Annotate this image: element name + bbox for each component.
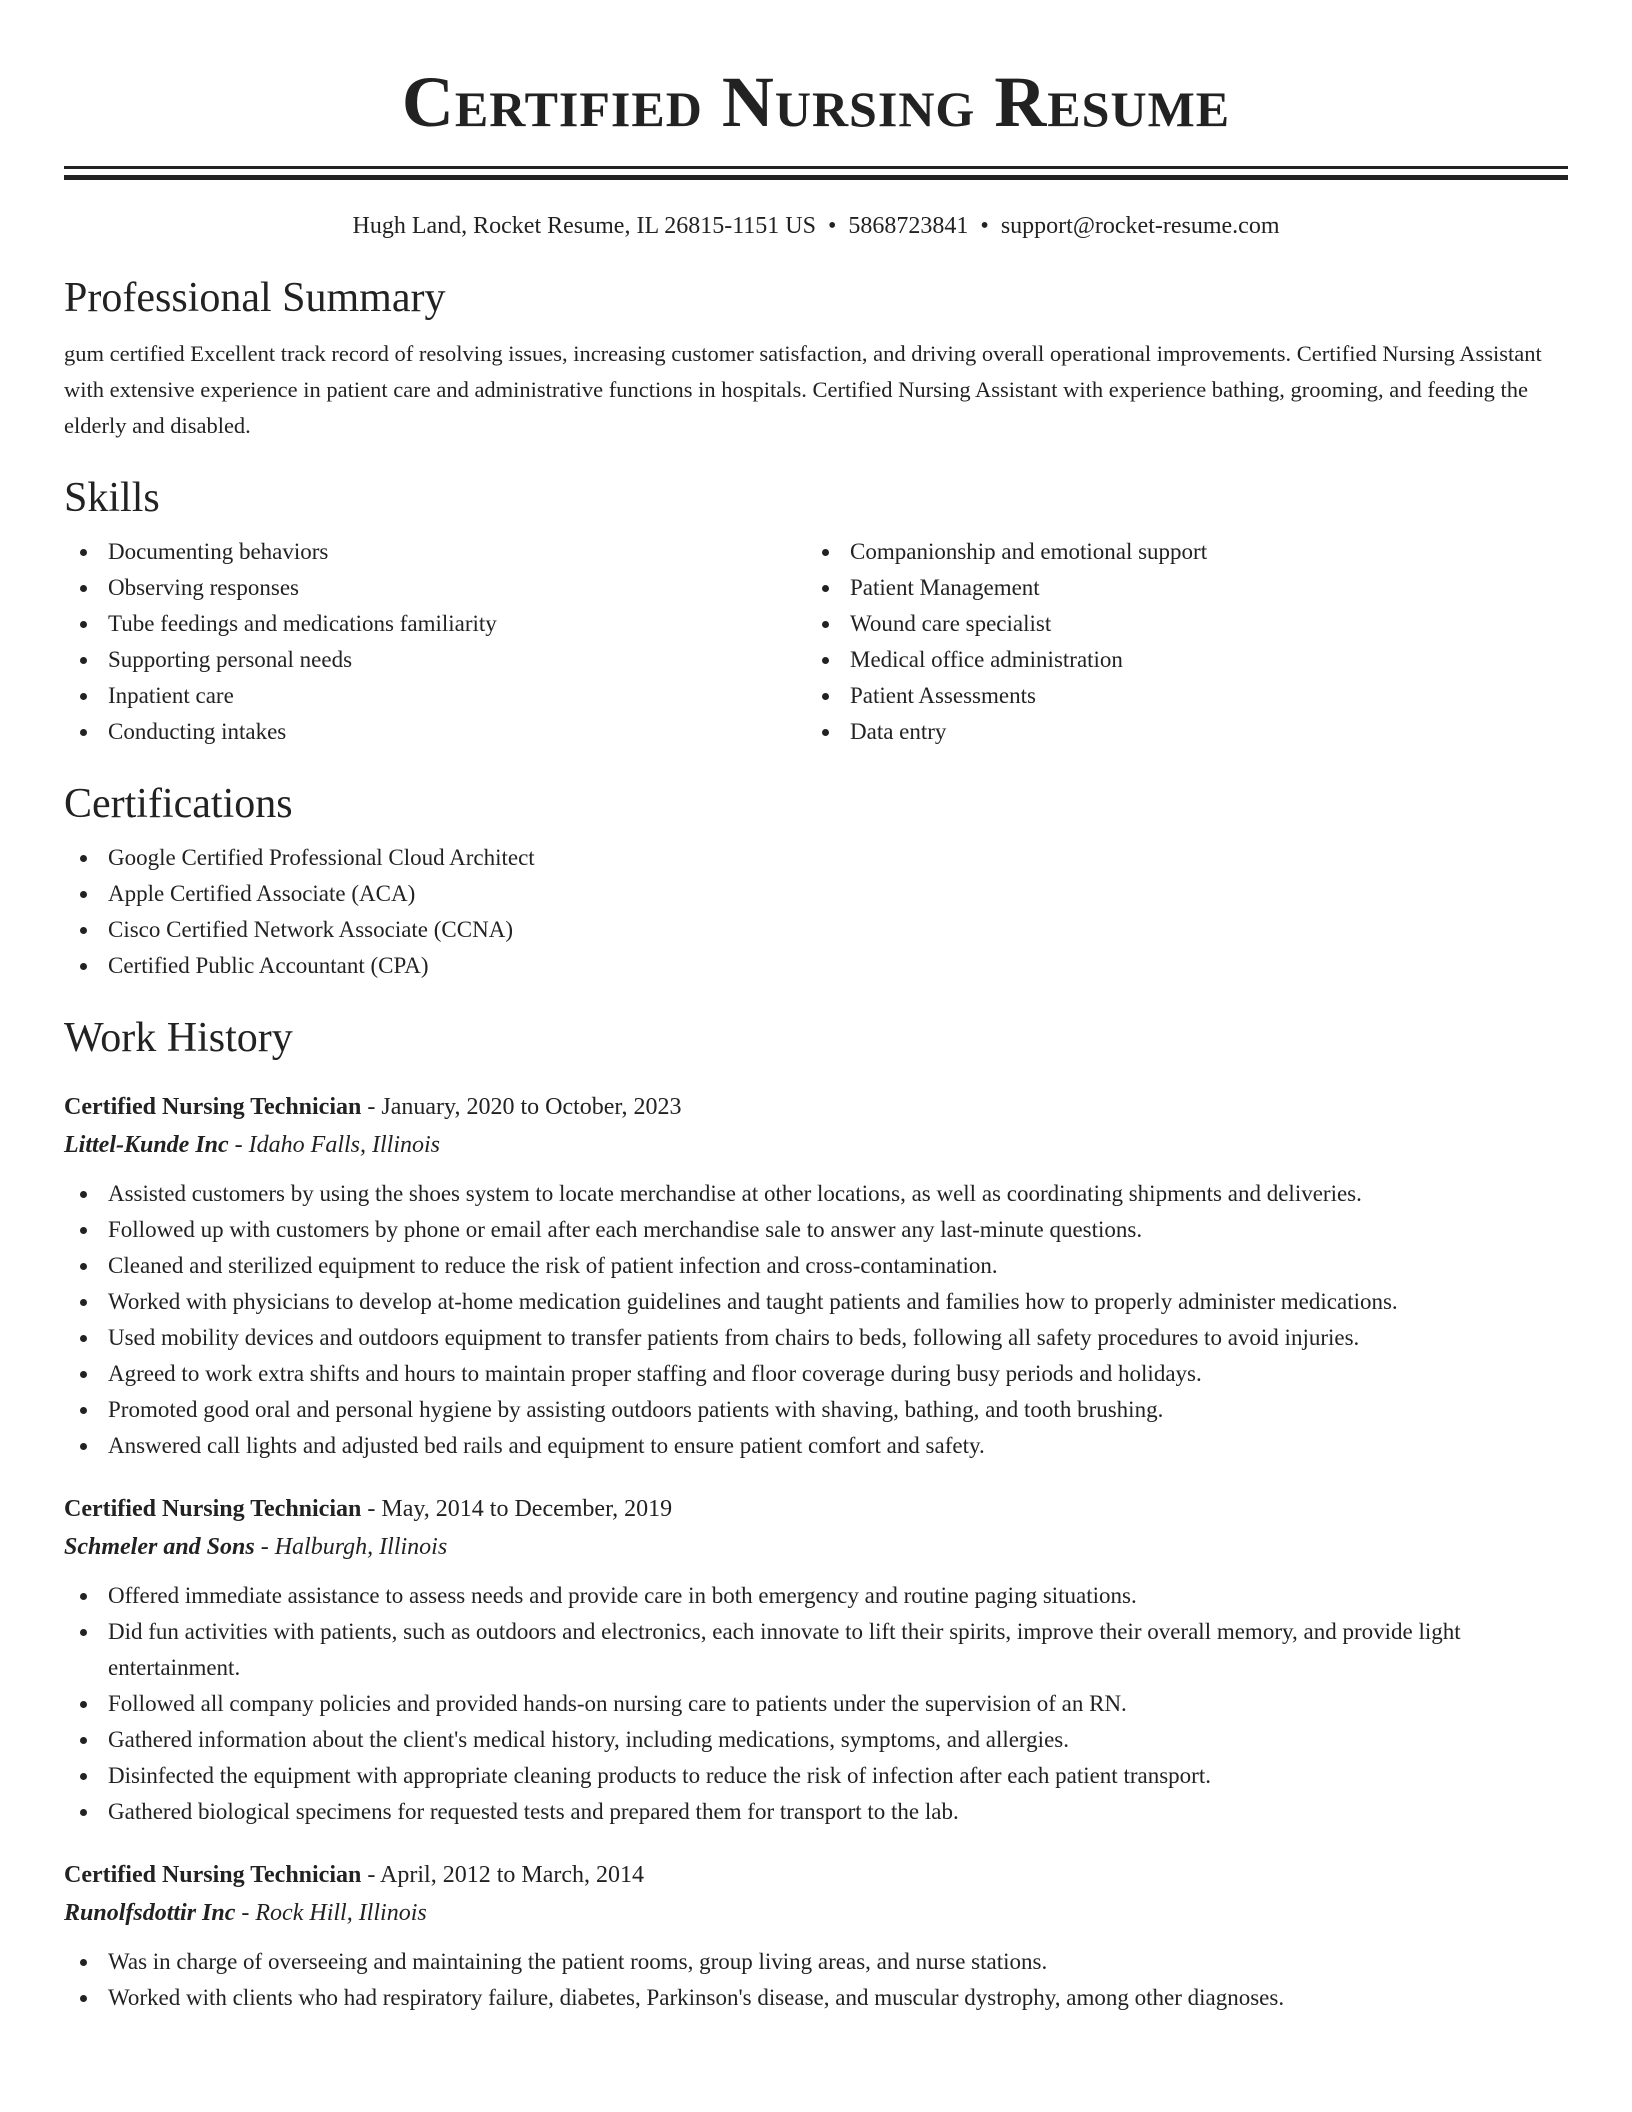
list-item: Documenting behaviors [64,534,806,570]
list-item: Did fun activities with patients, such as outdoors and electronics, each innovate to lift their spirits, improve their overall memory, and provide light entertainment. [64,1614,1568,1686]
job-company-line [64,1894,1568,1932]
title-divider-bottom [64,175,1568,180]
job-company: Schmeler and Sons [64,1534,255,1560]
resume-page [64,0,1568,2016]
job-bullets [64,1176,1568,1464]
dash: - [260,1534,269,1560]
list-item: Answered call lights and adjusted bed rails and equipment to ensure patient comfort and safety. [64,1428,1568,1464]
skills-column-right [806,534,1548,750]
contact-phone: 5868723841 [848,213,969,239]
list-item: Assisted customers by using the shoes system to locate merchandise at other locations, as well as coordinating shipments and deliveries. [64,1176,1568,1212]
job-dates: January, 2020 to October, 2023 [381,1094,682,1120]
job-title-line [64,1088,1568,1126]
job-title-line [64,1490,1568,1528]
certifications-list [64,840,1568,984]
contact-email: support@rocket-resume.com [1000,213,1280,239]
job-location: Halburgh, Illinois [274,1534,448,1560]
job-location: Rock Hill, Illinois [255,1900,427,1926]
list-item: Promoted good oral and personal hygiene by assisting outdoors patients with shaving, bathing, and tooth brushing. [64,1392,1568,1428]
dash: - [367,1862,376,1888]
list-item: Data entry [806,714,1548,750]
list-item: Medical office administration [806,642,1548,678]
dash: - [367,1094,376,1120]
list-item: Disinfected the equipment with appropriate cleaning products to reduce the risk of infection after each patient transport. [64,1758,1568,1794]
dash: - [367,1496,376,1522]
job-bullets [64,1578,1568,1830]
job-entry [64,1088,1568,1464]
list-item: Agreed to work extra shifts and hours to maintain proper staffing and floor coverage during busy periods and holidays. [64,1356,1568,1392]
skills-column-left [64,534,806,750]
job-dates: April, 2012 to March, 2014 [380,1862,645,1888]
job-title-line [64,1856,1568,1894]
summary-heading: Professional Summary [64,275,446,321]
work-history-heading: Work History [64,1015,293,1061]
job-company: Littel-Kunde Inc [64,1132,229,1158]
list-item: Supporting personal needs [64,642,806,678]
list-item: Apple Certified Associate (ACA) [64,876,1568,912]
job-dates: May, 2014 to December, 2019 [381,1496,673,1522]
list-item: Tube feedings and medications familiarity [64,606,806,642]
list-item: Cisco Certified Network Associate (CCNA) [64,912,1568,948]
contact-separator: • [828,213,837,239]
job-entry [64,1490,1568,1830]
list-item: Inpatient care [64,678,806,714]
list-item: Offered immediate assistance to assess needs and provide care in both emergency and routine paging situations. [64,1578,1568,1614]
list-item: Gathered information about the client's medical history, including medications, symptoms, and allergies. [64,1722,1568,1758]
dash: - [234,1132,243,1158]
job-title: Certified Nursing Technician [64,1094,362,1120]
list-item: Conducting intakes [64,714,806,750]
job-entry [64,1856,1568,2016]
job-location: Idaho Falls, Illinois [248,1132,441,1158]
list-item: Was in charge of overseeing and maintaining the patient rooms, group living areas, and nurse stations. [64,1944,1568,1980]
contact-separator: • [980,213,989,239]
list-item: Gathered biological specimens for requested tests and prepared them for transport to the lab. [64,1794,1568,1830]
list-item: Worked with clients who had respiratory failure, diabetes, Parkinson's disease, and muscular dystrophy, among other diagnoses. [64,1980,1568,2016]
list-item: Patient Management [806,570,1548,606]
job-bullets [64,1944,1568,2016]
list-item: Patient Assessments [806,678,1548,714]
dash: - [241,1900,250,1926]
job-company-line [64,1528,1568,1566]
contact-address: Hugh Land, Rocket Resume, IL 26815-1151 US [352,213,816,239]
list-item: Worked with physicians to develop at-home medication guidelines and taught patients and families how to properly administer medications. [64,1284,1568,1320]
list-item: Wound care specialist [806,606,1548,642]
list-item: Cleaned and sterilized equipment to reduce the risk of patient infection and cross-contamination. [64,1248,1568,1284]
list-item: Certified Public Accountant (CPA) [64,948,1568,984]
skills-heading: Skills [64,475,160,521]
contact-line [64,210,1568,242]
resume-title: Certified Nursing Resume [401,62,1231,142]
list-item: Followed up with customers by phone or email after each merchandise sale to answer any last-minute questions. [64,1212,1568,1248]
list-item: Companionship and emotional support [806,534,1548,570]
job-title: Certified Nursing Technician [64,1496,362,1522]
list-item: Observing responses [64,570,806,606]
skills-list [64,534,1568,750]
list-item: Used mobility devices and outdoors equipment to transfer patients from chairs to beds, following all safety procedures to avoid injuries. [64,1320,1568,1356]
certifications-heading: Certifications [64,781,293,827]
title-divider-top [64,166,1568,169]
list-item: Google Certified Professional Cloud Architect [64,840,1568,876]
summary-text: gum certified Excellent track record of resolving issues, increasing customer satisfaction, and driving overall operational improvements. Certified Nursing Assistant with extensive experience in patient care and administrative functions in hospitals. Certified Nursing Assistant with experience bathing, grooming, and feeding the elderly and disabled. [64,341,1542,438]
job-company: Runolfsdottir Inc [64,1900,236,1926]
job-company-line [64,1126,1568,1164]
list-item: Followed all company policies and provided hands-on nursing care to patients under the supervision of an RN. [64,1686,1568,1722]
job-title: Certified Nursing Technician [64,1862,362,1888]
